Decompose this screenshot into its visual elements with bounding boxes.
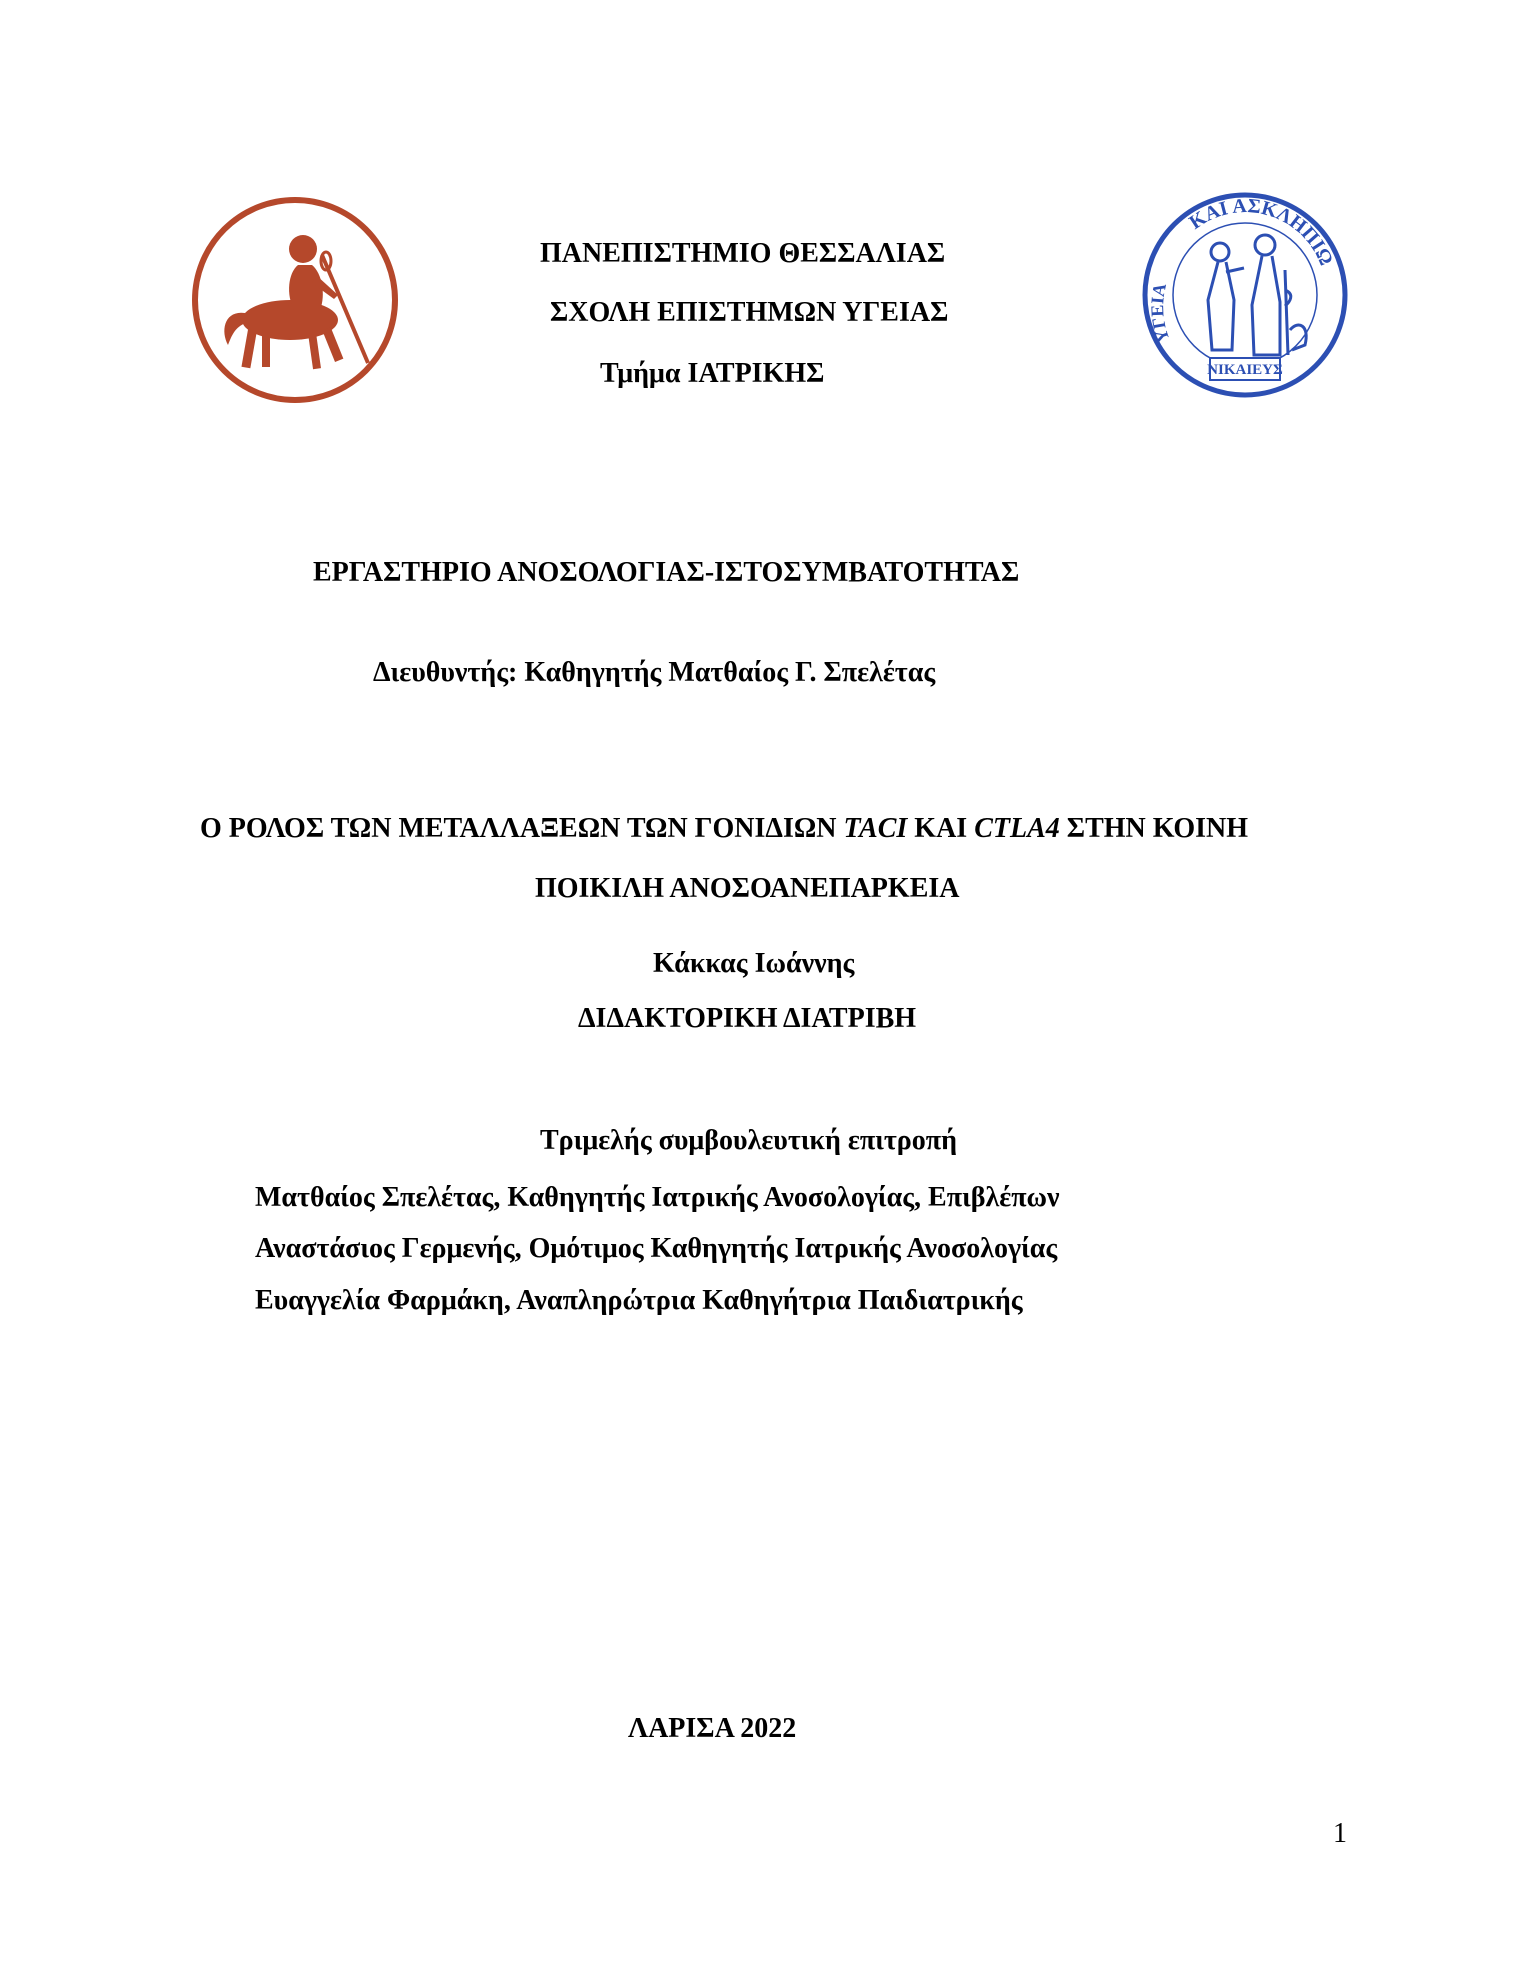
committee-member: Ματθαίος Σπελέτας, Καθηγητής Ιατρικής Ανοσολογίας, Επιβλέπων: [255, 1182, 1060, 1213]
laboratory-name: ΕΡΓΑΣΤΗΡΙΟ ΑΝΟΣΟΛΟΓΙΑΣ-ΙΣΤΟΣΥΜΒΑΤΟΤΗΤΑΣ: [313, 557, 1020, 588]
place-year: ΛΑΡΙΣΑ 2022: [628, 1713, 797, 1744]
title-part-2: ΚΑΙ: [907, 813, 975, 844]
page-number: 1: [1333, 1818, 1347, 1849]
title-part-3: ΣΤΗΝ ΚΟΙΝΗ: [1059, 813, 1248, 844]
committee-member: Αναστάσιος Γερμενής, Ομότιμος Καθηγητής Ιατρικής Ανοσολογίας: [255, 1233, 1058, 1264]
title-part-1: Ο ΡΟΛΟΣ ΤΩΝ ΜΕΤΑΛΛΑΞΕΩΝ ΤΩΝ ΓΟΝΙΔΙΩΝ: [200, 813, 844, 844]
seal-text-left: ΥΓΕΙΑ: [1147, 281, 1174, 346]
gene-taci: TACI: [843, 813, 908, 844]
school-name: ΣΧΟΛΗ ΕΠΙΣΤΗΜΩΝ ΥΓΕΙΑΣ: [550, 297, 949, 328]
hygeia-asclepius-seal-icon: [1140, 190, 1350, 400]
author-name: Κάκκας Ιωάννης: [653, 948, 855, 979]
committee-member: Ευαγγελία Φαρμάκη, Αναπληρώτρια Καθηγήτρια Παιδιατρικής: [255, 1285, 1023, 1316]
committee-heading: Τριμελής συμβουλευτική επιτροπή: [540, 1125, 957, 1156]
director-line: Διευθυντής: Καθηγητής Ματθαίος Γ. Σπελέτας: [373, 657, 936, 688]
thesis-title-line-2: ΠΟΙΚΙΛΗ ΑΝΟΣΟΑΝΕΠΑΡΚΕΙΑ: [535, 873, 960, 904]
seal-text-top: ΚΑΙ ΑΣΚΛΗΠΙΩ: [1185, 194, 1338, 269]
university-name: ΠΑΝΕΠΙΣΤΗΜΙΟ ΘΕΣΣΑΛΙΑΣ: [540, 238, 946, 269]
department-name: Τμήμα ΙΑΤΡΙΚΗΣ: [600, 358, 825, 389]
gene-ctla4: CTLA4: [974, 813, 1060, 844]
thesis-type: ΔΙΔΑΚΤΟΡΙΚΗ ΔΙΑΤΡΙΒΗ: [578, 1003, 917, 1034]
thesis-title-line-1: [200, 813, 1248, 845]
seal-text-bottom: ΝΙΚΑΙΕΥΣ: [1207, 362, 1283, 378]
centaur-seal-icon: [190, 195, 400, 405]
